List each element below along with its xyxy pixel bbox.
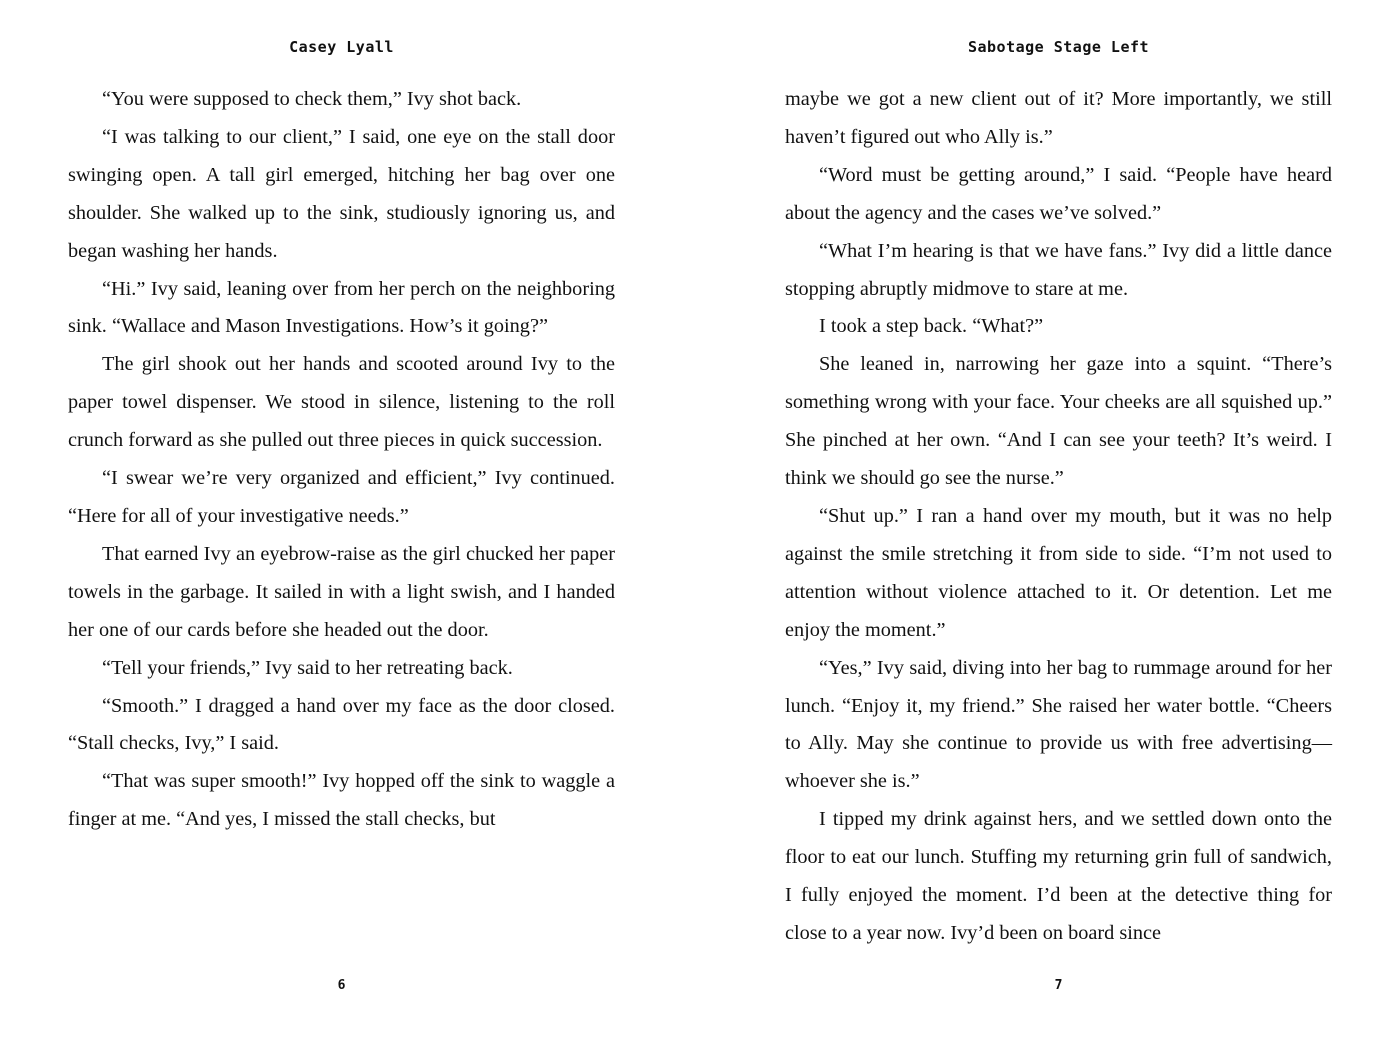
running-head-author: Casey Lyall — [289, 38, 394, 56]
paragraph: “Word must be getting around,” I said. “People have heard about the agency and the cases we’ve solved.” — [785, 163, 1332, 224]
paragraph-continued: maybe we got a new client out of it? More importantly, we still haven’t figured out who Ally is.” — [785, 88, 1332, 148]
paragraph: I took a step back. “What?” — [819, 315, 1044, 338]
paragraph: “You were supposed to check them,” Ivy shot back. — [102, 88, 522, 110]
paragraph: I tipped my drink against hers, and we settled down onto the floor to eat our lunch. Stuffing my returning grin full of sandwich, I fully enjoyed the moment. I’d been at the detective thing for close to a year now. Ivy’d been on board since — [785, 808, 1332, 944]
paragraph: “What I’m hearing is that we have fans.” Ivy did a little dance stopping abruptly midmove to stare at me. — [785, 239, 1332, 300]
page-number: 6 — [337, 978, 346, 993]
body-text — [785, 81, 1332, 953]
paragraph: That earned Ivy an eyebrow-raise as the girl chucked her paper towels in the garbage. It sailed in with a light swish, and I handed her one of our cards before she headed out the door. — [68, 542, 615, 641]
right-page — [785, 0, 1332, 1041]
paragraph: “Tell your friends,” Ivy said to her retreating back. — [102, 656, 513, 679]
paragraph: “Yes,” Ivy said, diving into her bag to rummage around for her lunch. “Enjoy it, my friend.” She raised her water bottle. “Cheers to Ally. May she continue to provide us with free advertising—whoever she is.” — [785, 656, 1332, 793]
paragraph: “Shut up.” I ran a hand over my mouth, but it was no help against the smile stretching it from side to side. “I’m not used to attention without violence attached to it. Or detention. Let me enjoy the moment.” — [785, 504, 1332, 641]
paragraph: “I swear we’re very organized and efficient,” Ivy continued. “Here for all of your investigative needs.” — [68, 467, 615, 527]
paragraph: “I was talking to our client,” I said, one eye on the stall door swinging open. A tall girl emerged, hitching her bag over one shoulder. She walked up to the sink, studiously ignoring us, and began washing her hands. — [68, 125, 615, 262]
body-text — [68, 81, 615, 839]
paragraph: “Smooth.” I dragged a hand over my face as the door closed. “Stall checks, Ivy,” I said. — [68, 694, 615, 755]
paragraph: “That was super smooth!” Ivy hopped off the sink to waggle a finger at me. “And yes, I missed the stall checks, but — [68, 770, 615, 831]
paragraph: She leaned in, narrowing her gaze into a squint. “There’s something wrong with your face. Your cheeks are all squished up.” She pinched at her own. “And I can see your teeth? It’s weird. I think we should go see the nurse.” — [785, 353, 1332, 490]
running-head-title: Sabotage Stage Left — [967, 38, 1150, 56]
paragraph: The girl shook out her hands and scooted around Ivy to the paper towel dispenser. We stood in silence, listening to the roll crunch forward as she pulled out three pieces in quick succession. — [68, 353, 615, 452]
left-page — [68, 0, 615, 1041]
page-number: 7 — [1054, 978, 1063, 993]
paragraph: “Hi.” Ivy said, leaning over from her perch on the neighboring sink. “Wallace and Mason Investigations. How’s it going?” — [68, 277, 615, 338]
